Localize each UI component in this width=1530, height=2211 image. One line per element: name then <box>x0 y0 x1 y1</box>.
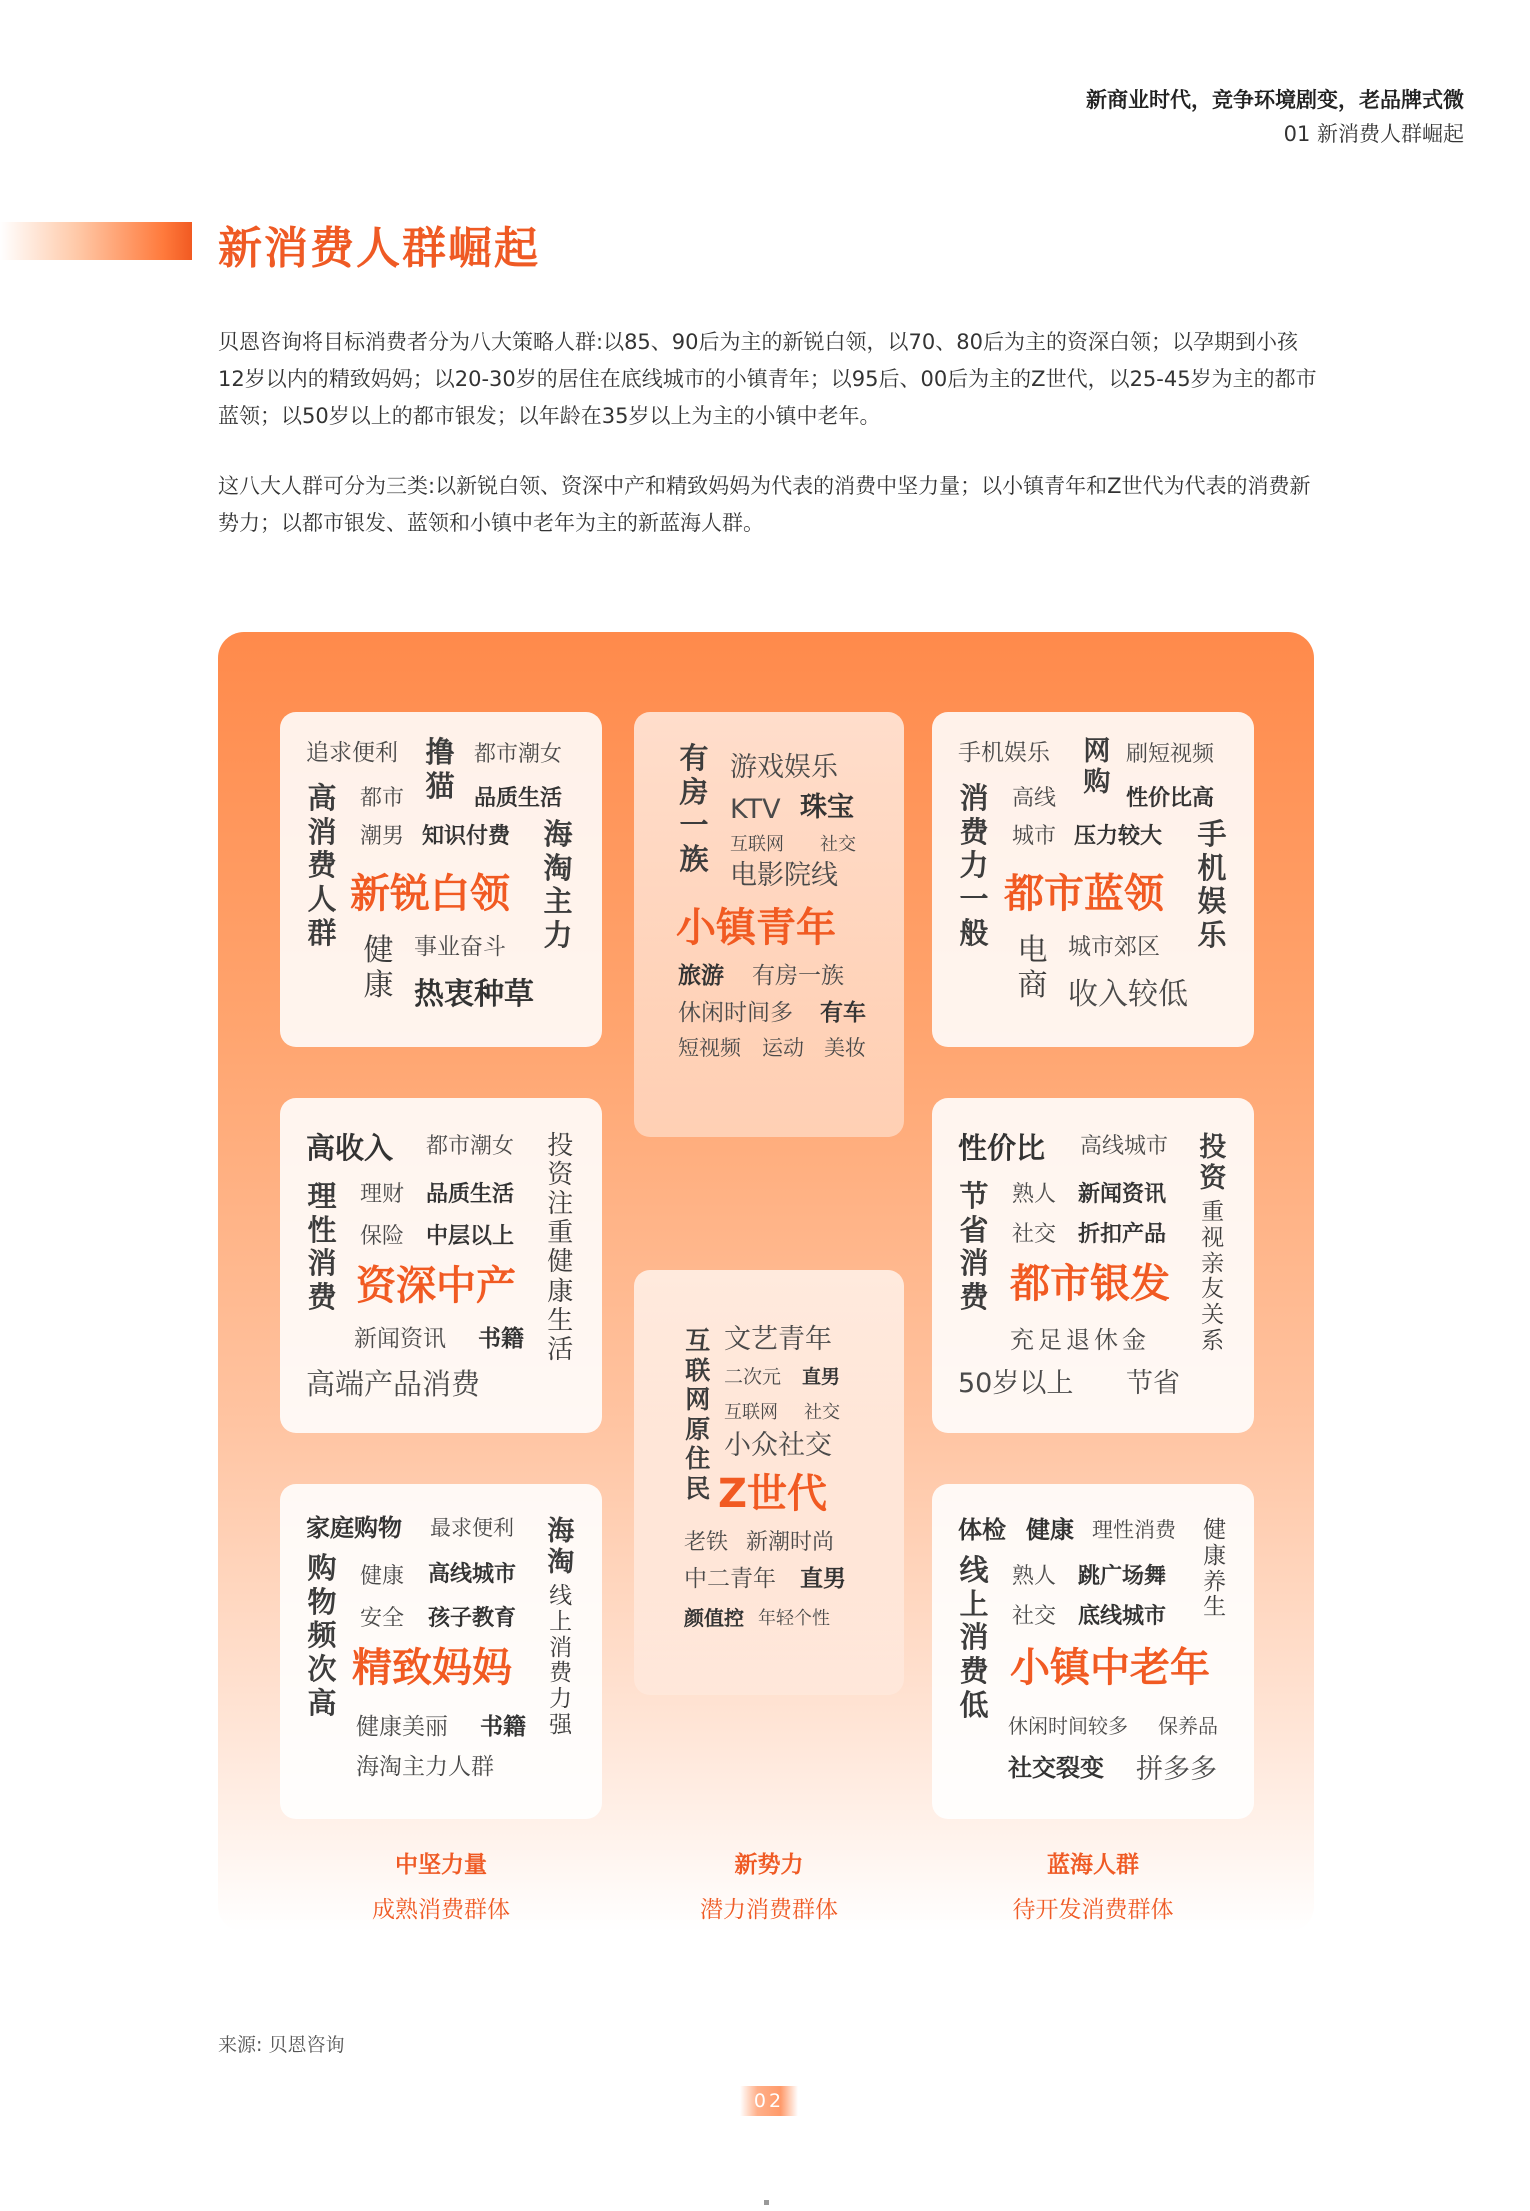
tag-word: 有车 <box>820 1000 866 1026</box>
label-subtitle: 成熟消费群体 <box>372 1897 510 1923</box>
section-title: 新消费人群崛起 <box>218 223 540 274</box>
card-z-shidai <box>634 1270 904 1695</box>
vertical-tag: 海淘主力 <box>543 817 573 952</box>
tag-word: 50岁以上 <box>958 1368 1074 1399</box>
tag-word: 节省 <box>1126 1368 1180 1399</box>
tag-word: 熟人 <box>1012 1564 1057 1589</box>
tag-word: 最求便利 <box>430 1516 514 1540</box>
label-subtitle: 潜力消费群体 <box>700 1897 838 1923</box>
tag-word: 直男 <box>802 1366 841 1388</box>
tag-word: 热衷种草 <box>414 977 534 1012</box>
tag-word: 互联网 <box>730 834 784 855</box>
tag-word: 理财 <box>360 1182 405 1207</box>
tag-word: 城市 <box>1012 824 1057 849</box>
group-name-lanling: 都市蓝领 <box>1004 871 1164 917</box>
tag-word: 都市潮女 <box>426 1134 515 1159</box>
tag-word: 珠宝 <box>800 792 854 823</box>
tag-word: 折扣产品 <box>1078 1222 1167 1247</box>
tag-word: 收入较低 <box>1068 977 1188 1012</box>
vertical-tag: 海淘 <box>547 1516 575 1579</box>
tag-word: 有房一族 <box>752 963 844 989</box>
header-subtitle: 01 新消费人群崛起 <box>1283 122 1464 146</box>
label-xinshili <box>649 1846 889 1924</box>
tag-word: 压力较大 <box>1074 824 1163 849</box>
tag-word: 书籍 <box>480 1714 526 1740</box>
tag-word: 健康美丽 <box>356 1714 448 1740</box>
tag-word: 手机娱乐 <box>958 740 1050 766</box>
tag-word: 健康 <box>1026 1516 1074 1544</box>
tag-word: 都市 <box>360 786 405 811</box>
vertical-tag: 手机娱乐 <box>1197 817 1227 952</box>
group-name-zishen: 资深中产 <box>356 1263 516 1309</box>
tag-word: 高线 <box>1012 786 1057 811</box>
vertical-tag: 高消费人群 <box>307 781 337 950</box>
tag-word: 年轻个性 <box>758 1608 830 1629</box>
tag-word: 潮男 <box>360 824 405 849</box>
tag-word: 高线城市 <box>428 1562 517 1587</box>
tag-word: 知识付费 <box>422 824 511 849</box>
tag-word: 高线城市 <box>1080 1134 1169 1159</box>
tag-word: 中层以上 <box>426 1224 515 1249</box>
vertical-tag: 有房一族 <box>679 741 709 876</box>
tag-word: 家庭购物 <box>306 1514 402 1542</box>
tag-word: 底线城市 <box>1078 1604 1167 1629</box>
vertical-tag: 健康 <box>363 933 394 1003</box>
vertical-tag: 线上消费力强 <box>549 1583 573 1738</box>
source-note: 来源: 贝恩咨询 <box>218 2034 345 2056</box>
group-name-xiaozhen: 小镇青年 <box>676 905 836 951</box>
bottom-dot <box>764 2200 769 2205</box>
tag-word: 性价比 <box>958 1131 1046 1165</box>
tag-word: 文艺青年 <box>724 1324 832 1355</box>
tag-word: 刷短视频 <box>1126 742 1215 767</box>
tag-word: 追求便利 <box>306 740 398 766</box>
card-xiaozhen-zhonglaonian <box>932 1484 1254 1819</box>
tag-word: 互联网 <box>724 1402 778 1423</box>
tag-word: 中二青年 <box>684 1566 776 1592</box>
tag-word: 新闻资讯 <box>1078 1182 1167 1207</box>
card-jingzhi-mama <box>280 1484 602 1819</box>
vertical-tag: 节省消费 <box>959 1179 989 1314</box>
card-dushi-yinfa <box>932 1098 1254 1433</box>
tag-word: 健康 <box>360 1564 405 1589</box>
tag-word: 社交 <box>804 1402 840 1423</box>
tag-word: 都市潮女 <box>474 742 563 767</box>
group-name-laonian: 小镇中老年 <box>1010 1645 1210 1691</box>
vertical-tag: 网购 <box>1083 736 1111 799</box>
tag-word: 老铁 <box>684 1530 729 1555</box>
group-name-yinfa: 都市银发 <box>1010 1261 1170 1307</box>
tag-word: 品质生活 <box>474 786 563 811</box>
tag-word: 体检 <box>958 1516 1006 1544</box>
vertical-tag: 互联网原住民 <box>685 1326 711 1503</box>
vertical-tag: 投资 <box>1199 1132 1227 1195</box>
tag-word: 旅游 <box>678 963 724 989</box>
tag-word: 短视频 <box>678 1036 741 1060</box>
intro-paragraph: 贝恩咨询将目标消费者分为八大策略人群:以85、90后为主的新锐白领，以70、80后为主的资深白领；以孕期到小孩12岁以内的精致妈妈；以20-30岁的居住在底线城市的小镇青年；以95后、00后为主的Z世代，以25-45岁为主的都市蓝领；以50岁以上的都市银发；以年龄在35岁以上为主的小镇中老年。 <box>218 330 1317 428</box>
vertical-tag: 购物频次高 <box>307 1551 337 1720</box>
vertical-tag: 线上消费低 <box>959 1553 989 1722</box>
tag-word: 新闻资讯 <box>354 1326 446 1352</box>
title-accent-bar <box>0 222 192 260</box>
card-zishen-zhongchan <box>280 1098 602 1433</box>
category-paragraph: 这八大人群可分为三类:以新锐白领、资深中产和精致妈妈为代表的消费中坚力量；以小镇青年和Z世代为代表的消费新势力；以都市银发、蓝领和小镇中老年为主的新蓝海人群。 <box>218 474 1311 535</box>
tag-word: 高端产品消费 <box>306 1367 481 1401</box>
vertical-tag: 理性消费 <box>307 1179 337 1314</box>
tag-word: 社交 <box>820 834 856 855</box>
tag-word: 保养品 <box>1158 1714 1218 1738</box>
tag-word: 社交 <box>1012 1222 1057 1247</box>
tag-word: 社交裂变 <box>1008 1754 1104 1782</box>
tag-word: 拼多多 <box>1136 1754 1217 1785</box>
card-xiaozhen-qingnian <box>634 712 904 1137</box>
tag-word: 书籍 <box>478 1326 524 1352</box>
header-title: 新商业时代，竞争环境剧变，老品牌式微 <box>1086 88 1464 112</box>
tag-word: 事业奋斗 <box>414 934 506 960</box>
tag-word: 社交 <box>1012 1604 1057 1629</box>
tag-word: 游戏娱乐 <box>730 752 838 783</box>
vertical-tag: 消费力一般 <box>959 781 989 950</box>
card-dushi-lanling <box>932 712 1254 1047</box>
tag-word: 安全 <box>360 1606 405 1631</box>
card-xinrui-bailing <box>280 712 602 1047</box>
page-number: 02 <box>740 2086 798 2116</box>
vertical-tag: 投资注重健康生活 <box>547 1131 574 1365</box>
tag-word: 孩子教育 <box>428 1606 517 1631</box>
tag-word: 小众社交 <box>724 1430 832 1461</box>
vertical-tag: 撸猫 <box>425 735 455 803</box>
tag-word: 直男 <box>800 1566 846 1592</box>
label-lanhai <box>973 1846 1213 1924</box>
vertical-tag: 健康养生 <box>1203 1517 1227 1621</box>
tag-word: 二次元 <box>724 1366 782 1388</box>
tag-word: 美妆 <box>824 1036 866 1060</box>
vertical-tag: 重视亲友关系 <box>1201 1199 1225 1354</box>
group-name-jingzhi: 精致妈妈 <box>352 1645 512 1691</box>
tag-word: 品质生活 <box>426 1182 515 1207</box>
tag-word: 颜值控 <box>684 1606 744 1630</box>
tag-word: 充足退休金 <box>1010 1326 1150 1354</box>
tag-word: 电影院线 <box>730 860 838 891</box>
label-title: 蓝海人群 <box>1047 1852 1139 1878</box>
consumer-groups-panel <box>218 632 1314 1932</box>
tag-word: 高收入 <box>306 1131 394 1165</box>
tag-word: 保险 <box>360 1224 405 1249</box>
group-name-xinrui: 新锐白领 <box>350 871 510 917</box>
tag-word: 性价比高 <box>1126 786 1215 811</box>
tag-word: 新潮时尚 <box>746 1530 835 1555</box>
label-zhongjian <box>321 1846 561 1924</box>
label-title: 中坚力量 <box>395 1852 487 1878</box>
tag-word: 跳广场舞 <box>1078 1564 1167 1589</box>
tag-word: 休闲时间多 <box>678 1000 793 1026</box>
label-title: 新势力 <box>734 1852 804 1878</box>
tag-word: 城市郊区 <box>1068 934 1160 960</box>
tag-word: 海淘主力人群 <box>356 1754 494 1780</box>
label-subtitle: 待开发消费群体 <box>1012 1897 1174 1923</box>
vertical-tag: 电商 <box>1017 933 1048 1003</box>
tag-word: 理性消费 <box>1092 1518 1176 1542</box>
tag-word: 运动 <box>762 1036 804 1060</box>
tag-word: 休闲时间较多 <box>1008 1714 1128 1738</box>
tag-word: KTV <box>730 794 781 825</box>
group-name-zgen: Z世代 <box>718 1471 828 1517</box>
tag-word: 熟人 <box>1012 1182 1057 1207</box>
